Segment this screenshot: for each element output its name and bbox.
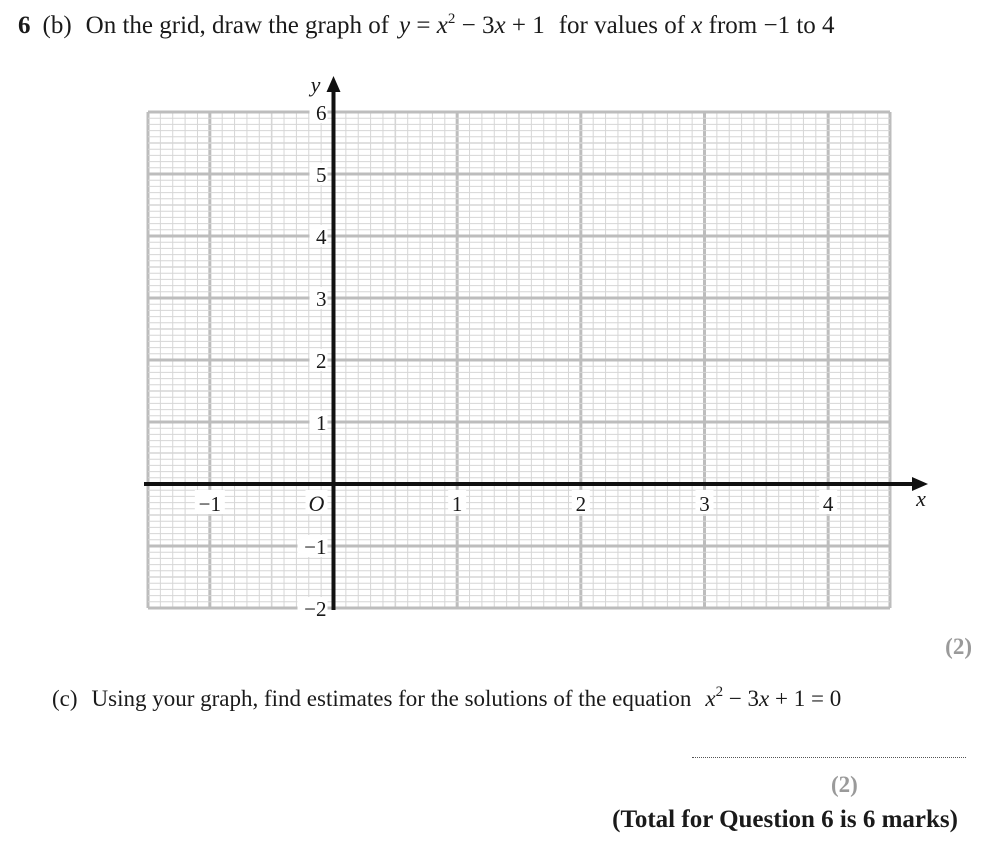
y-tick-label: 3: [316, 287, 327, 311]
y-tick-label: 4: [316, 225, 327, 249]
y-tick-label: 6: [316, 101, 327, 125]
y-axis-label: y: [310, 72, 321, 97]
part-b-label: (b): [42, 12, 72, 39]
marks-part-c: (2): [831, 772, 858, 797]
y-tick-label: −2: [304, 597, 327, 621]
x-tick-label: 4: [822, 492, 834, 516]
total-marks: (Total for Question 6 is 6 marks): [612, 806, 958, 833]
part-c-text: Using your graph, find estimates for the solutions of the equation: [91, 686, 692, 711]
marks-part-b: (2): [945, 634, 972, 659]
x-tick-label: −1: [198, 492, 222, 516]
question-6c-prompt: [52, 686, 841, 712]
x-tick-label: 3: [699, 492, 710, 516]
equation-c: $x^2 - 3x + 1 = 0$: [705, 684, 842, 711]
part-c-label: (c): [52, 686, 78, 711]
y-axis-arrow-icon: [327, 76, 341, 92]
x-tick-label: 2: [575, 492, 587, 516]
y-tick-label: 5: [316, 163, 327, 187]
x-tick-label: 1: [451, 492, 463, 516]
origin-label: O: [308, 491, 325, 516]
y-tick-label: 2: [316, 349, 327, 373]
equation-b: $y = x^2 - 3x + 1$: [399, 11, 545, 39]
answer-line[interactable]: [692, 757, 966, 758]
question-number: 6: [18, 12, 31, 39]
y-tick-label: 1: [316, 411, 327, 435]
x-axis-label: x: [916, 486, 926, 511]
part-b-text: On the grid, draw the graph of: [85, 12, 390, 39]
y-tick-label: −1: [304, 535, 327, 559]
range-text: for values of x from −1 to 4: [558, 12, 835, 39]
